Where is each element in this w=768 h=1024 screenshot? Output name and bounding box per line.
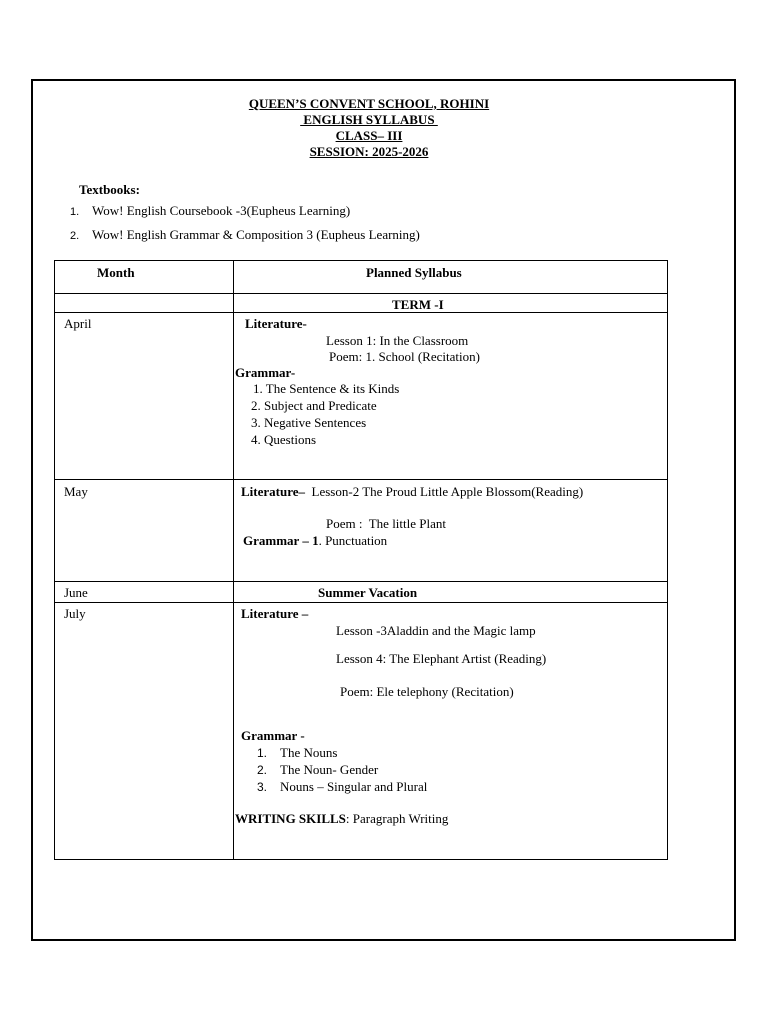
- column-header-month: Month: [97, 265, 135, 280]
- april-grammar-item: 4. Questions: [251, 432, 316, 447]
- may-grammar: [243, 532, 387, 549]
- july-grammar-item: [257, 761, 378, 779]
- may-grammar-text: . Punctuation: [318, 533, 388, 548]
- syllabus-table: [54, 260, 668, 860]
- july-grammar-text: Nouns – Singular and Plural: [280, 779, 428, 794]
- column-divider: [233, 261, 234, 859]
- row-divider: [55, 312, 667, 313]
- april-grammar-item: 2. Subject and Predicate: [251, 398, 377, 413]
- textbook-text: Wow! English Coursebook -3(Eupheus Learning): [92, 203, 351, 218]
- syllabus-title-text: ENGLISH SYLLABUS: [300, 112, 438, 127]
- april-grammar-item: 1. The Sentence & its Kinds: [253, 381, 400, 396]
- row-divider: [55, 479, 667, 480]
- may-literature-label: Literature–: [241, 484, 306, 499]
- month-july: July: [64, 606, 86, 621]
- july-grammar-item: [257, 744, 337, 762]
- july-grammar-label: Grammar -: [241, 728, 305, 743]
- april-poem: Poem: 1. School (Recitation): [329, 349, 480, 364]
- textbook-number: 1.: [70, 206, 80, 218]
- row-divider: [55, 293, 667, 294]
- april-grammar-label: Grammar-: [235, 365, 296, 380]
- july-grammar-text: The Noun- Gender: [280, 762, 379, 777]
- may-poem: Poem : The little Plant: [326, 516, 447, 531]
- april-literature-label: Literature-: [245, 316, 307, 331]
- july-lesson-3: Lesson -3Aladdin and the Magic lamp: [336, 623, 536, 638]
- session-title: SESSION: 2025-2026: [309, 144, 429, 159]
- july-grammar-number: 2.: [257, 763, 268, 777]
- textbooks-title: Textbooks:: [79, 182, 140, 197]
- june-summer-vacation: Summer Vacation: [318, 585, 418, 600]
- column-header-syllabus: Planned Syllabus: [366, 265, 462, 280]
- july-writing-skills: [235, 810, 448, 827]
- textbook-item: [70, 203, 350, 219]
- syllabus-title: [0, 112, 753, 128]
- july-lesson-4: Lesson 4: The Elephant Artist (Reading): [336, 651, 547, 666]
- may-literature: [241, 483, 583, 500]
- july-grammar-text: The Nouns: [280, 745, 338, 760]
- month-april: April: [64, 316, 92, 331]
- july-grammar-item: [257, 778, 427, 796]
- school-name: QUEEN’S CONVENT SCHOOL, ROHINI: [248, 96, 490, 111]
- textbook-number: 2.: [70, 230, 80, 242]
- july-poem: Poem: Ele telephony (Recitation): [340, 684, 514, 699]
- row-divider: [55, 581, 667, 582]
- textbook-text: Wow! English Grammar & Composition 3 (Eupheus Learning): [92, 227, 420, 242]
- july-grammar-number: 1.: [257, 746, 268, 760]
- april-grammar-item: 3. Negative Sentences: [251, 415, 367, 430]
- month-june: June: [64, 585, 88, 600]
- may-grammar-label: Grammar – 1: [243, 533, 319, 548]
- term-label: TERM -I: [392, 297, 444, 312]
- july-grammar-number: 3.: [257, 780, 268, 794]
- april-lesson: Lesson 1: In the Classroom: [326, 333, 469, 348]
- may-lesson: Lesson-2 The Proud Little Apple Blossom(Reading): [311, 484, 584, 499]
- class-title: CLASS– III: [335, 128, 403, 143]
- textbook-item: [70, 227, 420, 243]
- month-may: May: [64, 484, 88, 499]
- july-writing-label: WRITING SKILLS: [235, 811, 346, 826]
- row-divider: [55, 602, 667, 603]
- july-literature-label: Literature –: [241, 606, 309, 621]
- july-writing-text: : Paragraph Writing: [345, 811, 449, 826]
